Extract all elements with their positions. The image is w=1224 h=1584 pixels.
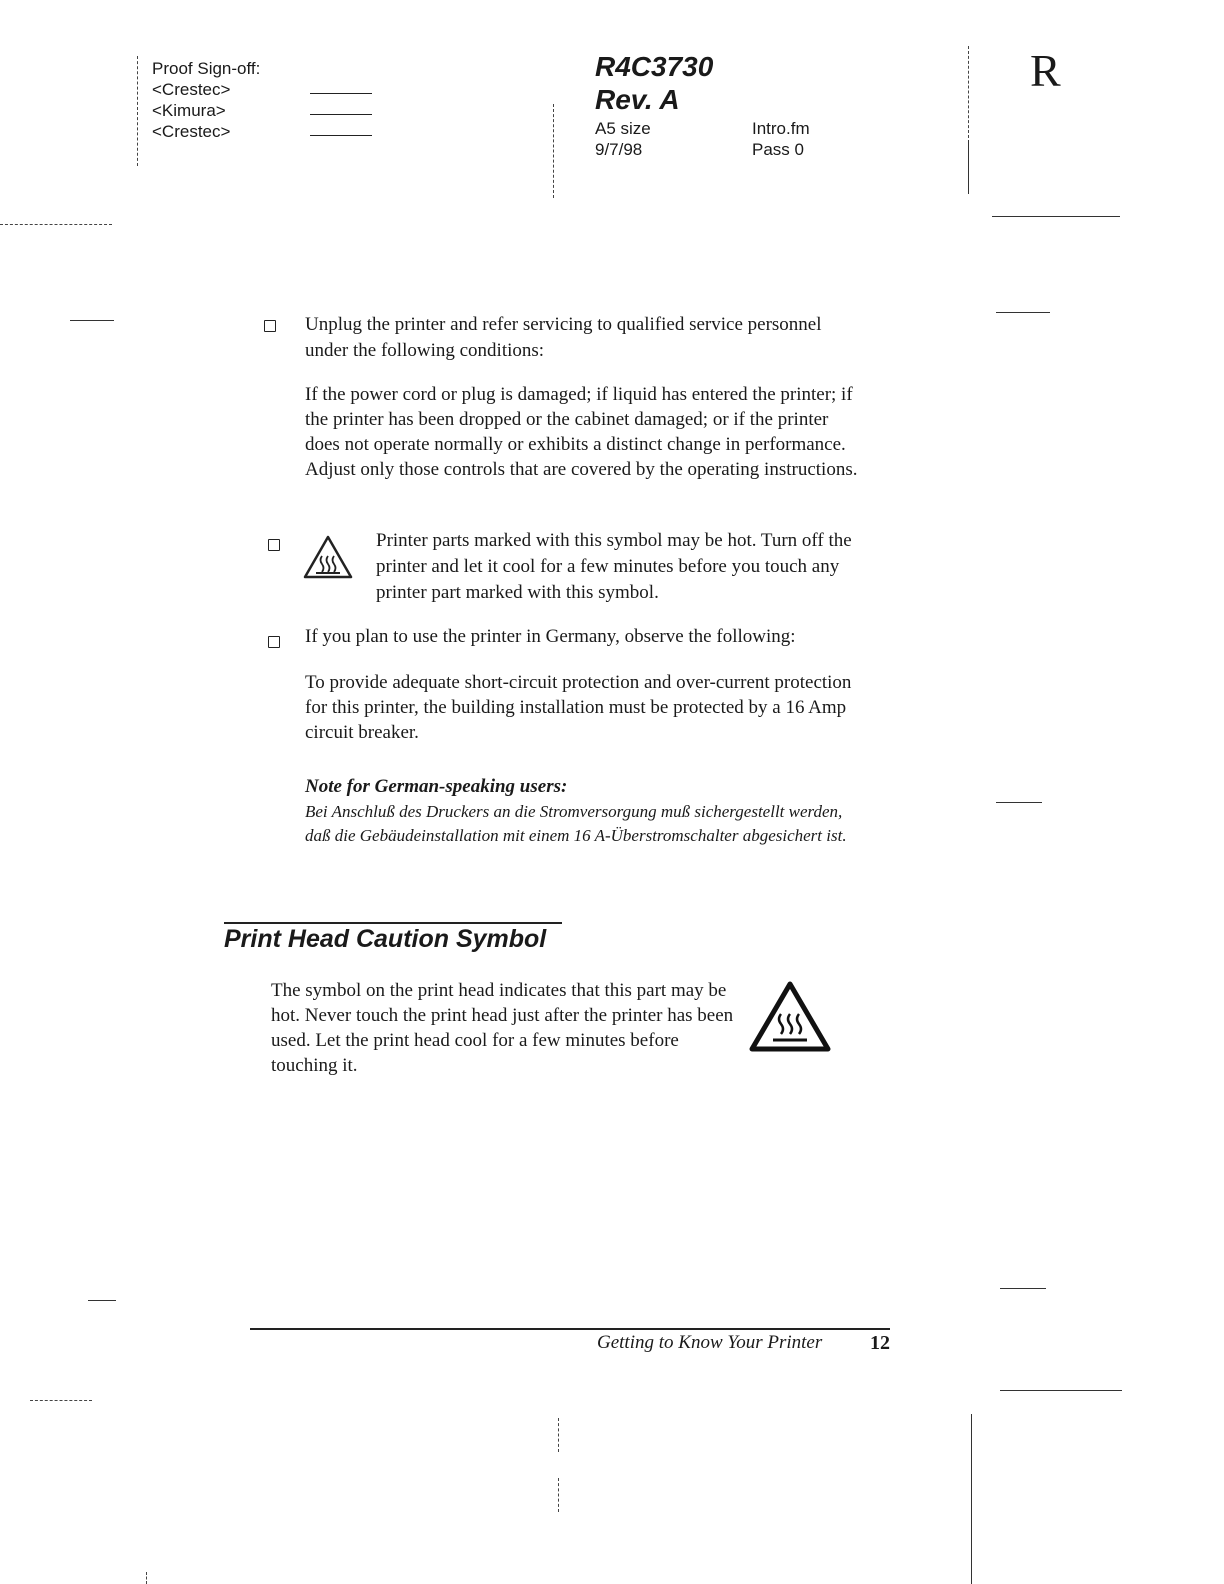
proof-label: Proof Sign-off: [152,59,261,78]
section-title: Print Head Caution Symbol [224,925,547,953]
crop-mark [553,104,554,198]
proof-signoff-block [152,58,260,142]
footer-rule [250,1328,890,1330]
signoff-3: <Crestec> [152,122,231,141]
crop-mark [0,224,112,225]
signoff-line-3 [310,135,372,136]
crop-mark [146,1572,147,1584]
crop-mark [968,140,969,194]
corner-letter: R [1030,45,1061,96]
section-rule [224,922,562,924]
checkbox-icon [268,539,280,551]
footer-chapter: Getting to Know Your Printer [597,1332,823,1353]
safety-item-1: Unplug the printer and refer servicing to qualified service personnel under the following conditions: [305,314,822,361]
page-size: A5 size [595,119,651,138]
date: 9/7/98 [595,140,643,159]
safety-item-3-detail: To provide adequate short-circuit protection and over-current protection for this printer, the building installation must be protected by a 16 Amp circuit breaker. [305,672,852,743]
doc-code: R4C3730 [595,51,714,82]
crop-mark [1000,1390,1122,1391]
crop-mark [558,1418,559,1452]
section-body: The symbol on the print head indicates that this part may be hot. Never touch the print head just after the printer has been used. Let the print head cool for a few minutes before touching it. [271,980,734,1076]
safety-item-2: Printer parts marked with this symbol may be hot. Turn off the printer and let it cool for a few minutes before you touch any printer part marked with this symbol. [376,530,852,603]
safety-item-1-detail: If the power cord or plug is damaged; if liquid has entered the printer; if the printer has been dropped or the cabinet damaged; or if the printer does not operate normally or exhibits a distinct change in performance. Adjust only those controls that are covered by the operating instructions. [305,384,858,480]
crop-mark [1000,1288,1046,1289]
size-date-block [595,118,651,160]
crop-mark [88,1300,116,1301]
note-body: Bei Anschluß des Druckers an die Stromversorgung muß sichergestellt werden, daß die Gebäudeinstallation mit einem 16 A-Überstromschalter abgesichert ist. [305,802,847,845]
crop-mark [30,1400,92,1401]
note-heading: Note for German-speaking users: [305,776,568,797]
revision: Rev. A [595,84,680,115]
pass: Pass 0 [752,140,804,159]
file-pass-block [752,118,810,160]
crop-mark [996,312,1050,313]
file-name: Intro.fm [752,119,810,138]
checkbox-icon [264,320,276,332]
crop-mark [996,802,1042,803]
crop-mark [968,46,969,138]
hot-surface-warning-icon [302,534,354,580]
checkbox-icon [268,636,280,648]
signoff-line-2 [310,114,372,115]
crop-mark [70,320,114,321]
signoff-line-1 [310,93,372,94]
crop-mark [137,56,138,166]
crop-mark [992,216,1120,217]
signoff-1: <Crestec> [152,80,231,99]
signoff-2: <Kimura> [152,101,226,120]
page-number: 12 [870,1332,890,1354]
hot-surface-warning-icon [748,980,832,1054]
crop-mark [558,1478,559,1512]
safety-item-3: If you plan to use the printer in Germany, observe the following: [305,626,796,647]
doc-code-block [595,50,713,116]
crop-mark [971,1414,972,1584]
german-note [305,774,850,848]
